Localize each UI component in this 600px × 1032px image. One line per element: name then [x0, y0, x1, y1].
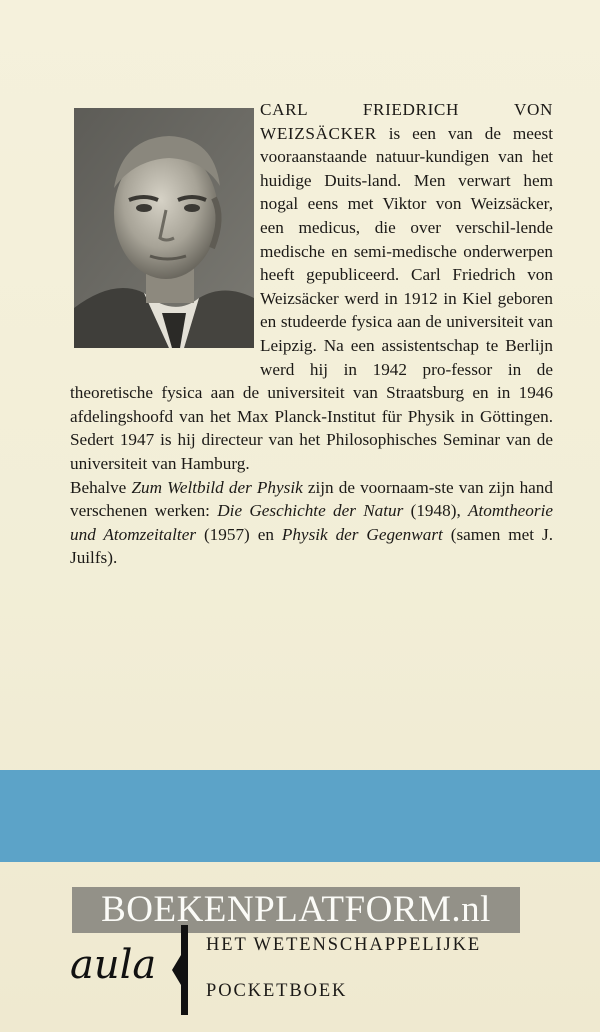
book-title-atomtheorie: Atomtheorie und Atomzeitalter: [70, 501, 553, 544]
series-title: [206, 930, 481, 1006]
bio-p2-text-a: Behalve: [70, 477, 132, 497]
blue-stripe: [0, 770, 600, 862]
book-title-weltbild: Zum Weltbild der Physik: [131, 477, 303, 497]
bio-p2-text-b: zijn de voornaam-ste van zijn hand verschenen werken:: [70, 477, 553, 521]
bio-paragraph-1-text: is een van de meest vooraanstaande natuur-kundigen van het huidige Duits-land. Men verwart hem nogal eens met Viktor von Weizsäcker, een medicus, die over verschil-lende medische en semi-medische onderwerpen heeft gepubliceerd. Carl Friedrich von Weizsäcker werd in 1912 in Kiel geboren en studeerde fysica aan de universiteit van Leipzig. Na een assistentschap te Berlijn werd hij in 1942 pro-fessor in de theoretische fysica aan de universiteit van Straatsburg en in 1946 afdelingshoofd van het Max Planck-Institut für Physik in Göttingen. Sedert 1947 is hij directeur van het Philosophisches Seminar van de universiteit van Hamburg.: [70, 123, 554, 473]
bio-p2-text-c: (1948),: [403, 501, 469, 521]
aula-logo: aula: [70, 942, 157, 988]
bio-p2-text-d: (1957) en: [196, 524, 282, 544]
series-line-2: POCKETBOEK: [206, 981, 348, 1001]
author-biography: [70, 98, 553, 570]
series-line-1: HET WETENSCHAPPELIJKE: [206, 935, 482, 955]
book-title-gegenwart: Physik der Gegenwart: [281, 524, 443, 544]
watermark: BOEKENPLATFORM.nl: [72, 887, 520, 933]
portrait-space: [70, 98, 260, 360]
book-title-geschichte: Die Geschichte der Natur: [217, 501, 404, 521]
bio-paragraph-2: [70, 476, 553, 570]
arrow-divider-icon: [168, 925, 194, 1015]
bio-p2-text-e: (samen met J. Juilfs).: [70, 524, 553, 568]
author-name: CARL FRIEDRICH VON WEIZSÄCKER: [260, 100, 553, 143]
